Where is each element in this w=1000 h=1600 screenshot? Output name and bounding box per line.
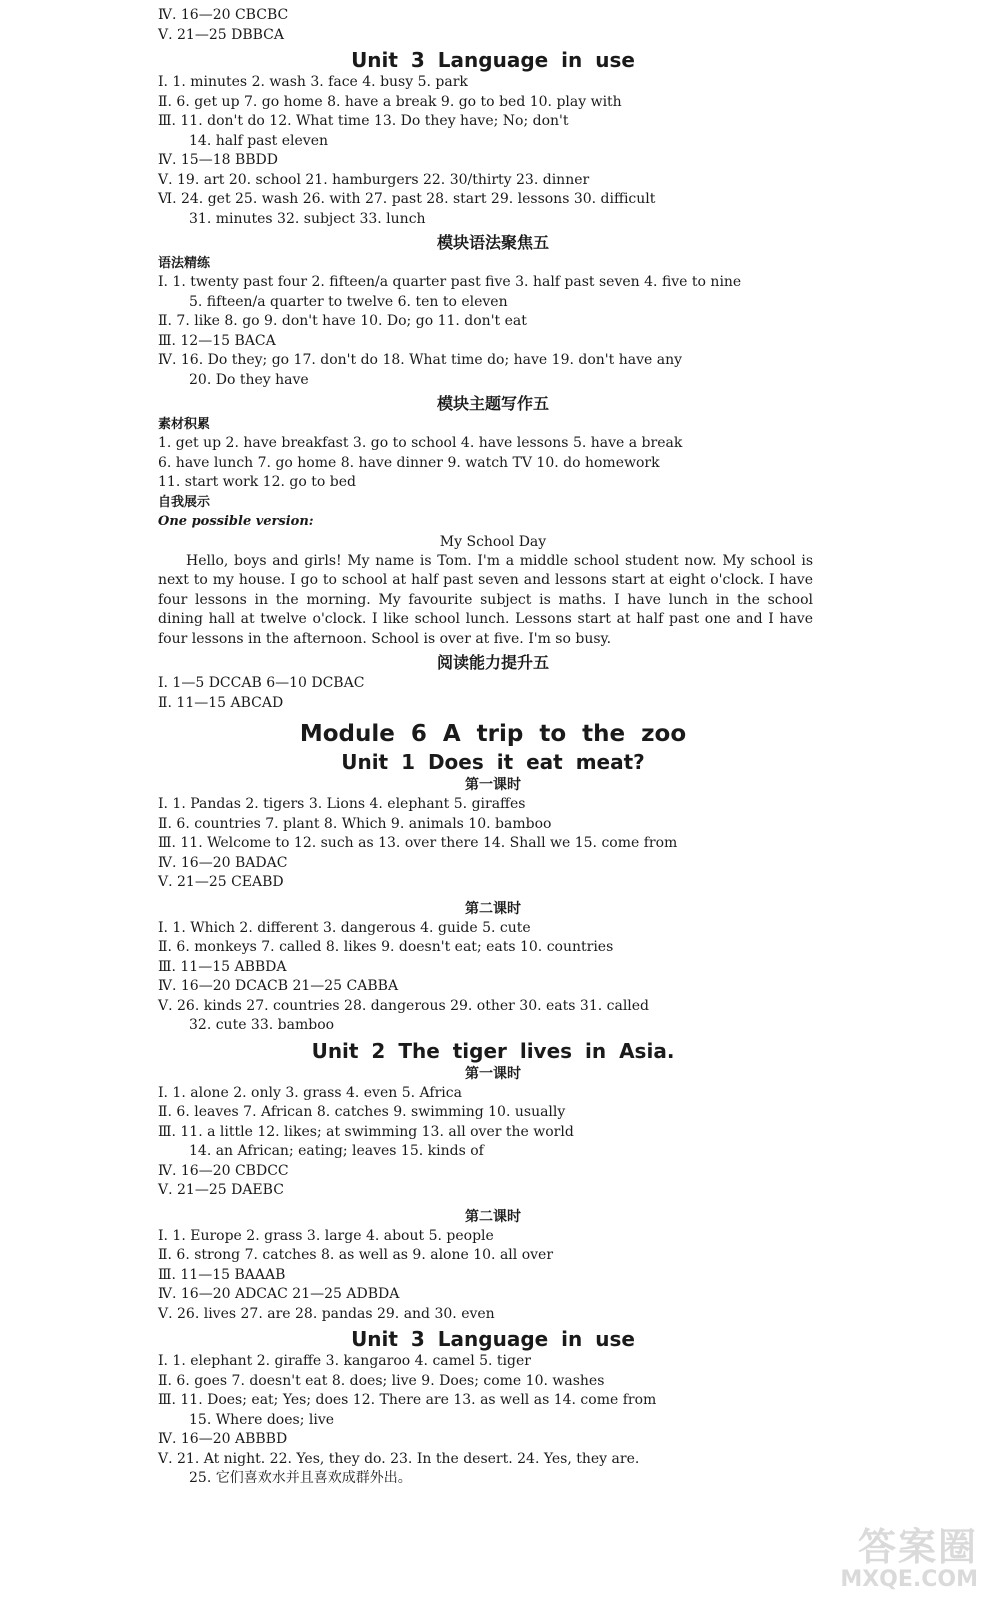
answer-line: Ⅱ. 6. leaves 7. African 8. catches 9. swimming 10. usually — [158, 1104, 566, 1120]
answer-line: Ⅱ. 6. get up 7. go home 8. have a break 9. go to bed 10. play with — [158, 93, 622, 110]
answer-line: 25. 它们喜欢水并且喜欢成群外出。 — [189, 1470, 412, 1486]
section-heading: 阅读能力提升五 — [436, 653, 549, 672]
lesson-heading: 第一课时 — [465, 777, 521, 793]
answer-line: Ⅳ. 15—18 BBDD — [158, 152, 278, 168]
answer-line: Ⅱ. 11—15 ABCAD — [158, 694, 284, 711]
answer-line: 14. an African; eating; leaves 15. kinds of — [189, 1143, 484, 1159]
answer-line: Ⅰ. 1. Pandas 2. tigers 3. Lions 4. elephant 5. giraffes — [158, 796, 526, 812]
answer-line: Ⅴ. 21—25 DAEBC — [158, 1182, 284, 1198]
unit-heading: Unit 1 Does it eat meat? — [341, 750, 645, 774]
answer-line: 11. start work 12. go to bed — [158, 474, 356, 490]
answer-line: Ⅱ. 6. strong 7. catches 8. as well as 9. alone 10. all over — [158, 1247, 554, 1263]
subsection-label: 自我展示 — [158, 494, 211, 510]
answer-line: Ⅴ. 26. kinds 27. countries 28. dangerous 29. other 30. eats 31. called — [158, 997, 650, 1014]
answer-line: Ⅱ. 7. like 8. go 9. don't have 10. Do; go 11. don't eat — [158, 313, 527, 329]
answer-line: 5. fifteen/a quarter to twelve 6. ten to eleven — [189, 293, 508, 310]
version-label: One possible version: — [158, 513, 314, 529]
answer-line: Ⅰ. 1. twenty past four 2. fifteen/a quarter past five 3. half past seven 4. five to nine — [158, 274, 742, 290]
subsection-label: 素材积累 — [158, 417, 211, 432]
answer-line: 31. minutes 32. subject 33. lunch — [189, 210, 426, 227]
module-heading: Module 6 A trip to the zoo — [299, 721, 687, 747]
answer-line: Ⅴ. 19. art 20. school 21. hamburgers 22. 30/thirty 23. dinner — [158, 171, 590, 188]
answer-line: Ⅲ. 11. don't do 12. What time 13. Do they have; No; don't — [158, 113, 569, 129]
watermark-logo: 答案圈 — [857, 1525, 978, 1569]
answer-line: Ⅴ. 26. lives 27. are 28. pandas 29. and 30. even — [158, 1305, 495, 1322]
answer-line: Ⅱ. 6. monkeys 7. called 8. likes 9. doesn't eat; eats 10. countries — [158, 939, 614, 955]
section-heading: 模块主题写作五 — [436, 394, 549, 413]
answer-line: 1. get up 2. have breakfast 3. go to school 4. have lessons 5. have a break — [158, 435, 683, 451]
answer-line: Ⅰ. 1. minutes 2. wash 3. face 4. busy 5. park — [158, 74, 468, 90]
answer-line: Ⅰ. 1—5 DCCAB 6—10 DCBAC — [158, 675, 365, 691]
answer-line: Ⅳ. 16—20 ABBBD — [158, 1431, 288, 1447]
answer-line: Ⅱ. 6. goes 7. doesn't eat 8. does; live 9. Does; come 10. washes — [158, 1372, 605, 1389]
answer-line: Ⅰ. 1. alone 2. only 3. grass 4. even 5. Africa — [158, 1084, 462, 1101]
answer-line: Ⅳ. 16—20 CBDCC — [158, 1162, 289, 1179]
answer-line: 20. Do they have — [189, 371, 309, 388]
answer-line: Ⅰ. 1. elephant 2. giraffe 3. kangaroo 4. camel 5. tiger — [158, 1353, 531, 1369]
answer-line: 14. half past eleven — [189, 132, 329, 149]
essay-paragraph: Hello, boys and girls! My name is Tom. I'm a middle school student now. My school is next to my house. I go to school at half past seven and lessons start at eight o'clock. I have four lessons in the morning. My favourite subject is maths. I have lunch in the school dining hall at twelve o'clock. I like school lunch. Lessons start at half past one and I have four lessons in the afternoon. School is over at five. I'm so busy. — [158, 552, 813, 647]
answer-line: 15. Where does; live — [189, 1411, 335, 1428]
answer-line: 6. have lunch 7. go home 8. have dinner 9. watch TV 10. do homework — [158, 454, 660, 471]
answer-line: Ⅲ. 11—15 BAAAB — [158, 1266, 286, 1283]
unit-heading: Unit 3 Language in use — [351, 48, 635, 72]
section-heading: 模块语法聚焦五 — [436, 233, 549, 252]
answer-line: Ⅳ. 16—20 DCACB 21—25 CABBA — [158, 978, 399, 994]
unit-heading: Unit 2 The tiger lives in Asia. — [311, 1038, 675, 1063]
essay-title: My School Day — [439, 533, 547, 550]
answer-line: Ⅳ. 16—20 CBCBC — [158, 7, 289, 23]
lesson-heading: 第一课时 — [465, 1065, 521, 1082]
lesson-heading: 第二课时 — [465, 900, 521, 917]
subsection-label: 语法精练 — [158, 256, 211, 271]
answer-line: Ⅲ. 11. Welcome to 12. such as 13. over there 14. Shall we 15. come from — [158, 835, 678, 851]
answer-line: Ⅲ. 11. Does; eat; Yes; does 12. There are 13. as well as 14. come from — [158, 1392, 657, 1408]
site-watermark — [768, 1526, 978, 1596]
answer-line: Ⅲ. 11—15 ABBDA — [158, 958, 287, 975]
lesson-heading: 第二课时 — [465, 1208, 521, 1225]
answer-line: Ⅰ. 1. Europe 2. grass 3. large 4. about 5. people — [158, 1227, 494, 1244]
answer-line: Ⅱ. 6. countries 7. plant 8. Which 9. animals 10. bamboo — [158, 815, 552, 832]
answer-line: Ⅳ. 16—20 ADCAC 21—25 ADBDA — [158, 1286, 400, 1302]
answer-line: Ⅲ. 12—15 BACA — [158, 332, 276, 349]
answer-line: Ⅲ. 11. a little 12. likes; at swimming 13. all over the world — [158, 1123, 574, 1140]
answer-line: Ⅵ. 24. get 25. wash 26. with 27. past 28. start 29. lessons 30. difficult — [158, 191, 656, 207]
answer-line: Ⅴ. 21—25 CEABD — [158, 874, 284, 890]
watermark-url: MXQE.COM — [840, 1567, 978, 1592]
answer-key-page — [158, 6, 828, 1489]
answer-line: Ⅳ. 16. Do they; go 17. don't do 18. What time do; have 19. don't have any — [158, 352, 682, 368]
answer-line: Ⅴ. 21. At night. 22. Yes, they do. 23. In the desert. 24. Yes, they are. — [158, 1450, 640, 1467]
answer-line: Ⅴ. 21—25 DBBCA — [158, 26, 284, 43]
answer-line: Ⅰ. 1. Which 2. different 3. dangerous 4. guide 5. cute — [158, 919, 531, 936]
answer-line: 32. cute 33. bamboo — [189, 1017, 335, 1033]
answer-line: Ⅳ. 16—20 BADAC — [158, 854, 288, 871]
unit-heading: Unit 3 Language in use — [351, 1327, 635, 1351]
